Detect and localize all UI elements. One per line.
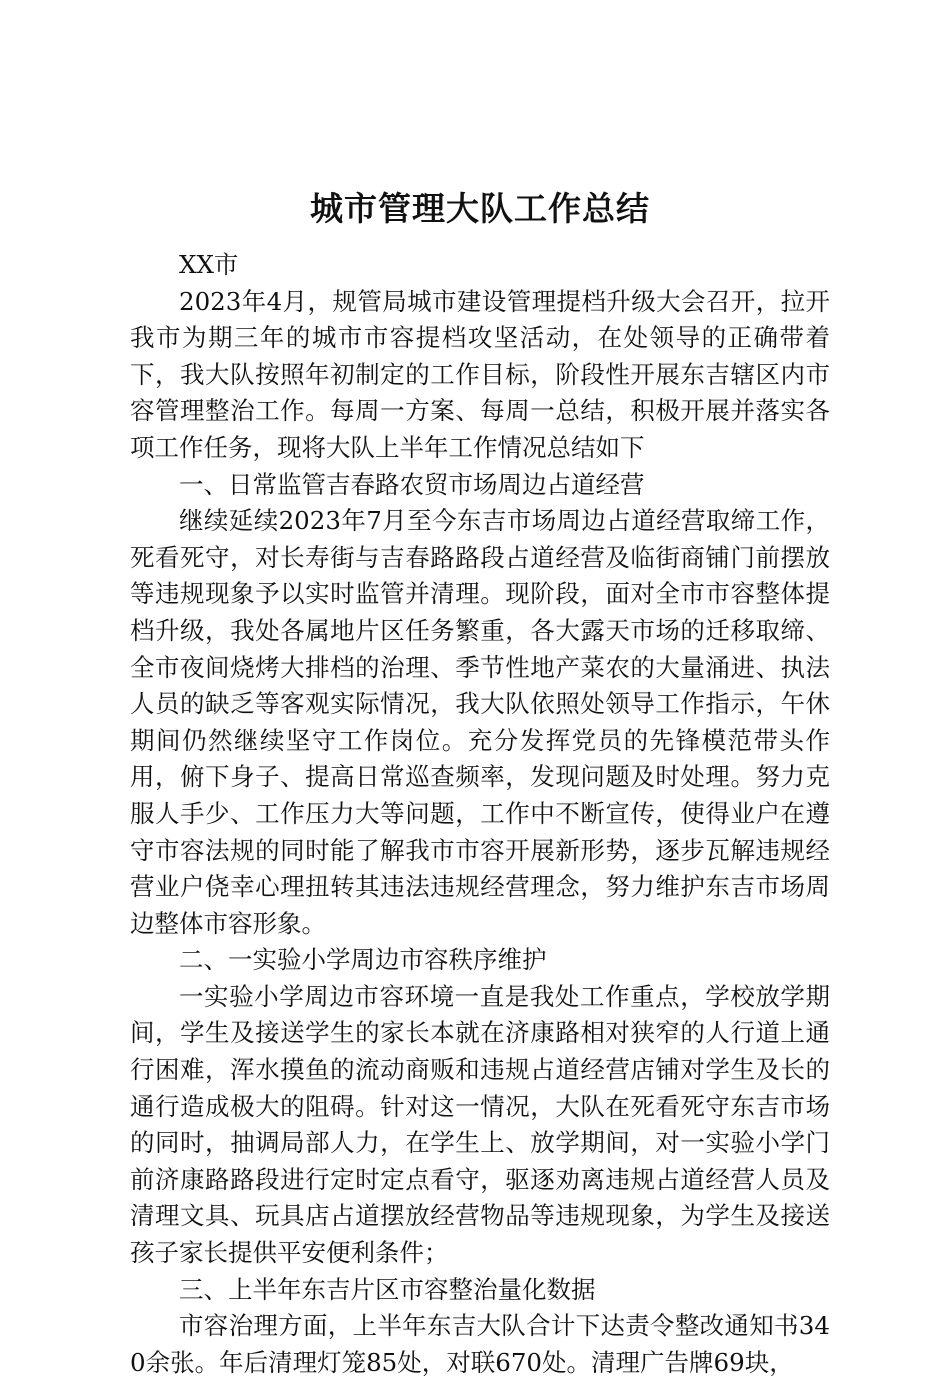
author-line: XX市 <box>179 250 239 279</box>
document-page <box>130 183 830 1381</box>
intro-paragraph: 2023年4月，规管局城市建设管理提档升级大会召开，拉开我市为期三年的城市市容提档攻坚活动，在处领导的正确带着下，我大队按照年初制定的工作目标，阶段性开展东吉辖区内市容管理整治工作。每周一方案、每周一总结，积极开展并落实各项工作任务，现将大队上半年工作情况总结如下 <box>130 286 830 462</box>
section-2-body: 一实验小学周边市容环境一直是我处工作重点，学校放学期间，学生及接送学生的家长本就在济康路相对狭窄的人行道上通行困难，浑水摸鱼的流动商贩和违规占道经营店铺对学生及长的通行造成极大的阻碍。针对这一情况，大队在死看死守东吉市场的同时，抽调局部人力，在学生上、放学期间，对一实验小学门前济康路路段进行定时定点看守，驱逐劝离违规占道经营人员及清理文具、玩具店占道摆放经营物品等违规现象，为学生及接送孩子家长提供平安便利条件； <box>130 981 830 1268</box>
section-3-body: 市容治理方面，上半年东吉大队合计下达责令整改通知书340余张。年后清理灯笼85处，对联670处。清理广告牌69块， <box>130 1311 830 1377</box>
section-3-heading: 三、上半年东吉片区市容整治量化数据 <box>179 1274 596 1304</box>
section-1-heading: 一、日常监管吉春路农贸市场周边占道经营 <box>179 469 645 499</box>
section-1-body: 继续延续2023年7月至今东吉市场周边占道经营取缔工作，死看死守，对长寿街与吉春路路段占道经营及临街商铺门前摆放等违规现象予以实时监管并清理。现阶段，面对全市市容整体提档升级，我处各属地片区任务繁重，各大露天市场的迁移取缔、全市夜间烧烤大排档的治理、季节性地产菜农的大量涌进、执法人员的缺乏等客观实际情况，我大队依照处领导工作指示，午休期间仍然继续坚守工作岗位。充分发挥党员的先锋模范带头作用，俯下身子、提高日常巡查频率，发现问题及时处理。努力克服人手少、工作压力大等问题，工作中不断宣传，使得业户在遵守市容法规的同时能了解我市市容开展新形势，逐步瓦解违规经营业户侥幸心理扭转其违法违规经营理念，努力维护东吉市场周边整体市容形象。 <box>130 506 830 938</box>
section-2-heading: 二、一实验小学周边市容秩序维护 <box>179 945 547 975</box>
document-title: 城市管理大队工作总结 <box>310 189 650 228</box>
